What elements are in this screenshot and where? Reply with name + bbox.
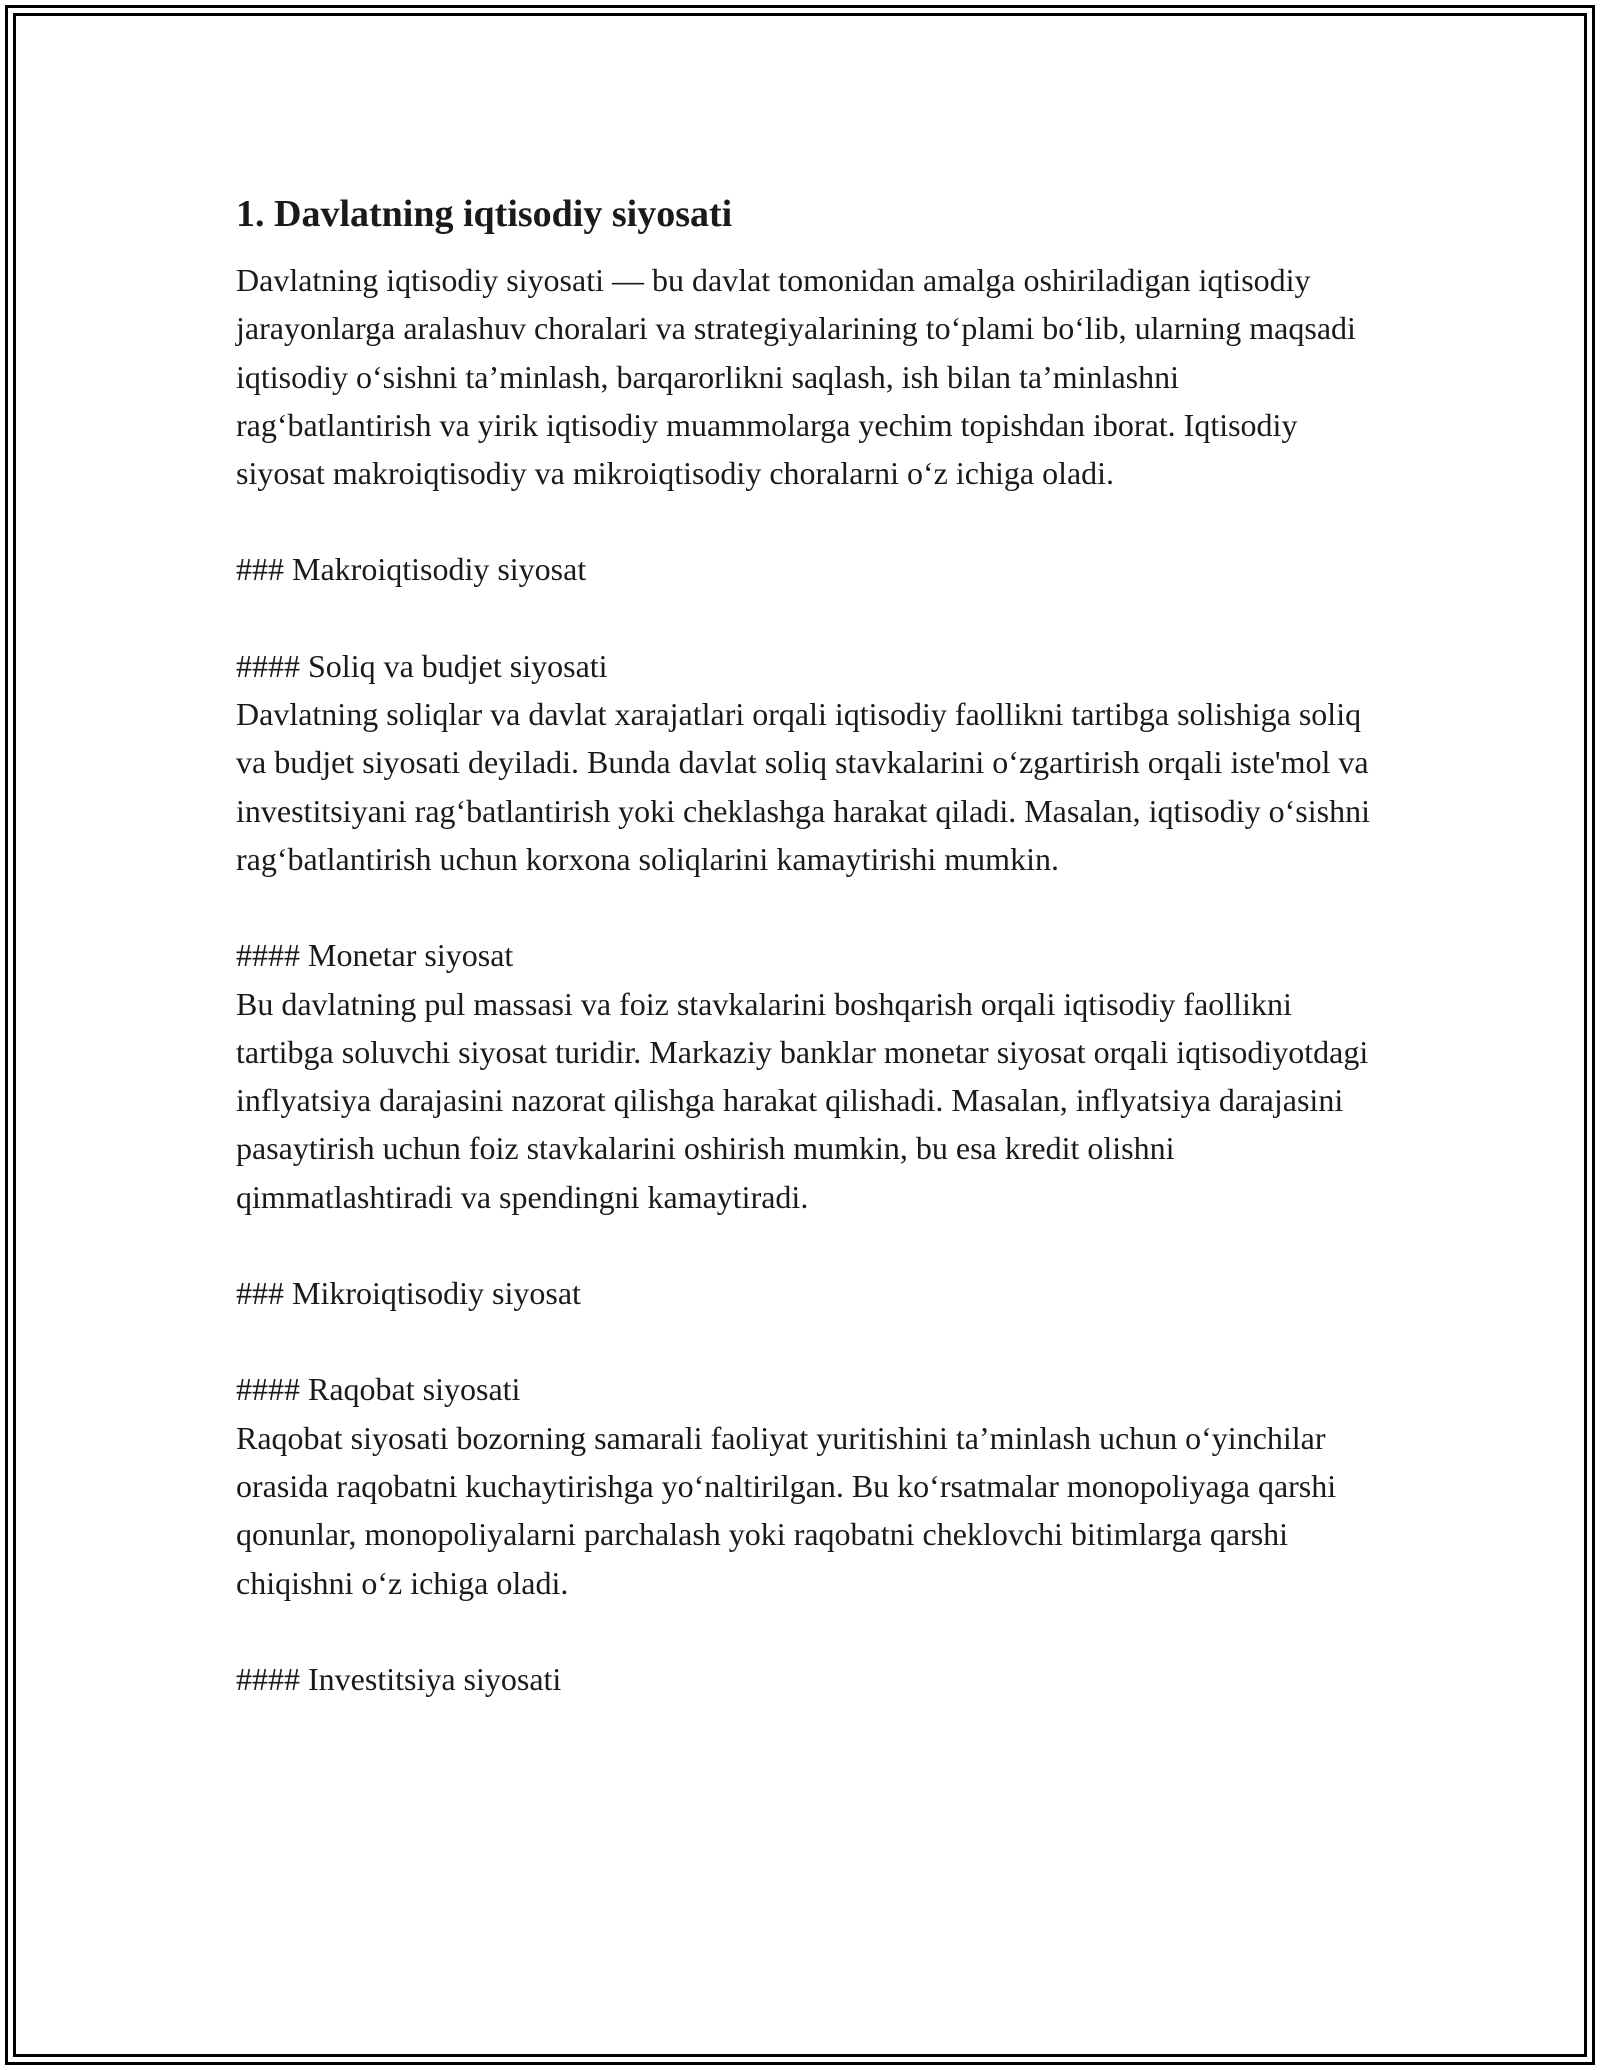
macro-heading: ### Makroiqtisodiy siyosat	[236, 551, 587, 588]
competition-heading: #### Raqobat siyosati	[236, 1371, 521, 1408]
spacer	[236, 1607, 1376, 1655]
monetary-paragraph: Bu davlatning pul massasi va foiz stavkalarini boshqarish orqali iqtisodiy faollikni tartibga soluvchi siyosat turidir. Markaziy banklar monetar siyosat orqali iqtisodiyotdagi inflyatsiya darajasini nazorat qilishga harakat qilishadi. Masalan, inflyatsiya darajasini pasaytirish uchun foiz stavkalarini oshirish mumkin, bu esa kredit olishni qimmatlashtiradi va spendingni kamaytiradi.	[236, 985, 1369, 1215]
document-body	[236, 190, 1376, 1703]
spacer	[236, 883, 1376, 931]
document-title: 1. Davlatning iqtisodiy siyosati	[236, 193, 733, 235]
spacer	[236, 497, 1376, 545]
fiscal-paragraph: Davlatning soliqlar va davlat xarajatlari orqali iqtisodiy faollikni tartibga solishiga soliq va budjet siyosati deyiladi. Bunda davlat soliq stavkalarini o‘zgartirish orqali iste'mol va investitsiyani rag‘batlantirish yoki cheklashga harakat qiladi. Masalan, iqtisodiy o‘sishni rag‘batlantirish uchun korxona soliqlarini kamaytirishi mumkin.	[236, 696, 1370, 877]
spacer	[236, 1317, 1376, 1365]
investment-heading: #### Investitsiya siyosati	[236, 1660, 562, 1697]
intro-paragraph: Davlatning iqtisodiy siyosati — bu davlat tomonidan amalga oshiriladigan iqtisodiy jarayonlarga aralashuv choralari va strategiyalarining to‘plami bo‘lib, ularning maqsadi iqtisodiy o‘sishni ta’minlash, barqarorlikni saqlash, ish bilan ta’minlashni rag‘batlantirish va yirik iqtisodiy muammolarga yechim topishdan iborat. Iqtisodiy siyosat makroiqtisodiy va mikroiqtisodiy choralarni o‘z ichiga oladi.	[236, 262, 1356, 492]
micro-heading: ### Mikroiqtisodiy siyosat	[236, 1275, 581, 1312]
fiscal-heading: #### Soliq va budjet siyosati	[236, 647, 608, 684]
spacer	[236, 594, 1376, 642]
monetary-heading: #### Monetar siyosat	[236, 937, 514, 974]
competition-paragraph: Raqobat siyosati bozorning samarali faoliyat yuritishini ta’minlash uchun o‘yinchilar orasida raqobatni kuchaytirishga yo‘naltirilgan. Bu ko‘rsatmalar monopoliyaga qarshi qonunlar, monopoliyalarni parchalash yoki raqobatni cheklovchi bitimlarga qarshi chiqishni o‘z ichiga oladi.	[236, 1419, 1337, 1601]
spacer	[236, 1221, 1376, 1269]
